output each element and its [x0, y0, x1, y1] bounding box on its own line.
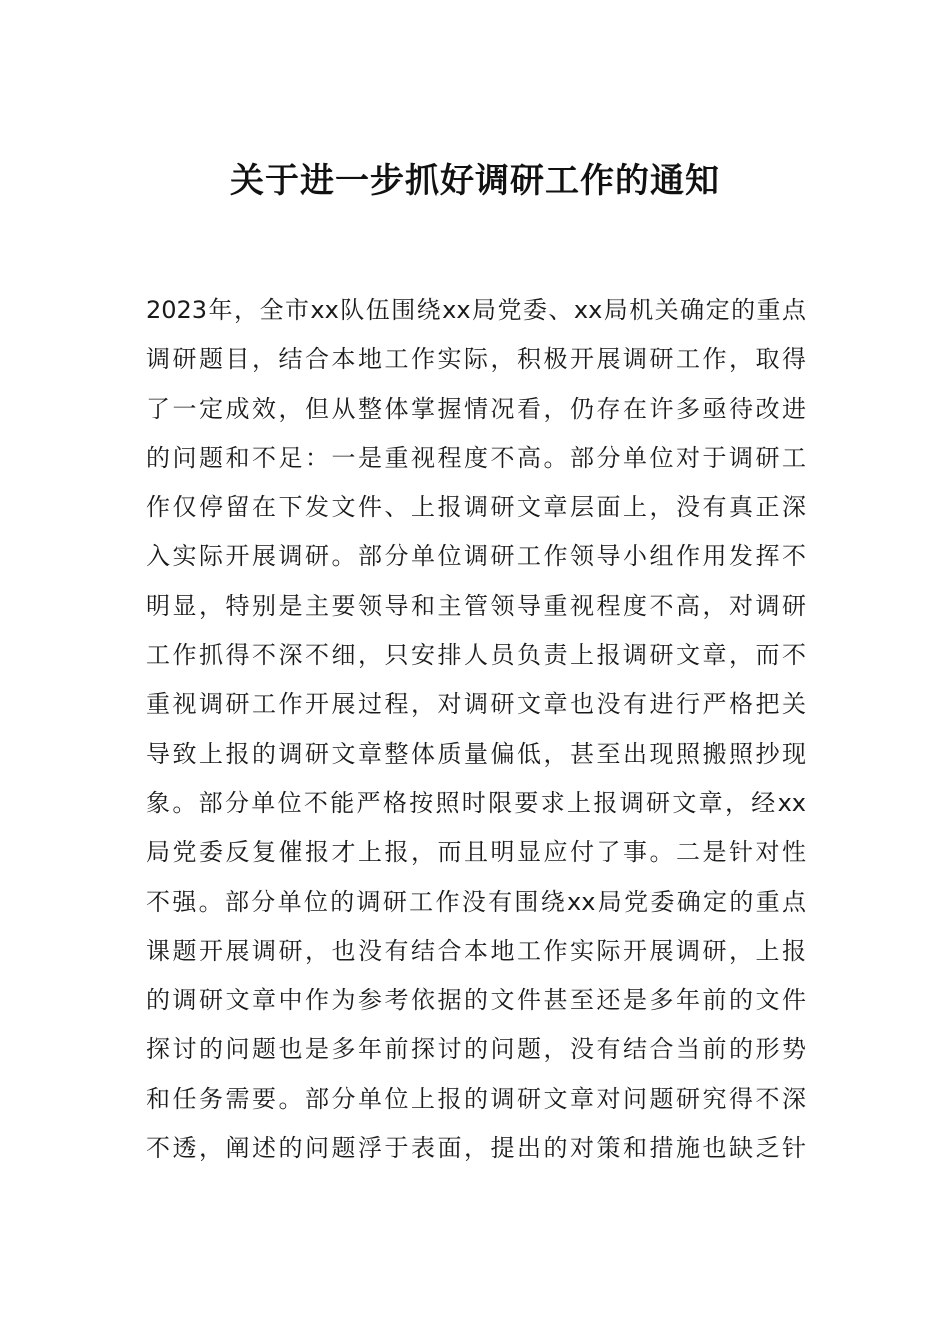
- body-line: 象。部分单位不能严格按照时限要求上报调研文章，经xx: [146, 788, 806, 817]
- body-line: 不透，阐述的问题浮于表面，提出的对策和措施也缺乏针: [146, 1134, 806, 1163]
- body-line: 明显，特别是主要领导和主管领导重视程度不高，对调研: [146, 591, 806, 620]
- body-line: 2023年，全市xx队伍围绕xx局党委、xx局机关确定的重点: [146, 296, 806, 324]
- document-body: [146, 286, 806, 1173]
- body-line: 作仅停留在下发文件、上报调研文章层面上，没有真正深: [146, 493, 806, 522]
- body-line: 不强。部分单位的调研工作没有围绕xx局党委确定的重点: [146, 887, 806, 916]
- body-line: 的调研文章中作为参考依据的文件甚至还是多年前的文件: [146, 986, 806, 1015]
- body-line: 重视调研工作开展过程，对调研文章也没有进行严格把关: [146, 690, 806, 719]
- body-line: 调研题目，结合本地工作实际，积极开展调研工作，取得: [146, 345, 806, 374]
- body-line: 课题开展调研，也没有结合本地工作实际开展调研，上报: [146, 936, 806, 965]
- body-line: 局党委反复催报才上报，而且明显应付了事。二是针对性: [146, 838, 806, 867]
- document-title: 关于进一步抓好调研工作的通知: [230, 161, 720, 201]
- body-line: 的问题和不足：一是重视程度不高。部分单位对于调研工: [146, 443, 806, 472]
- body-line: 入实际开展调研。部分单位调研工作领导小组作用发挥不: [146, 542, 806, 571]
- body-line: 导致上报的调研文章整体质量偏低，甚至出现照搬照抄现: [146, 739, 806, 768]
- body-line: 工作抓得不深不细，只安排人员负责上报调研文章，而不: [146, 641, 806, 670]
- body-line: 了一定成效，但从整体掌握情况看，仍存在许多亟待改进: [146, 394, 806, 423]
- body-line: 探讨的问题也是多年前探讨的问题，没有结合当前的形势: [146, 1035, 806, 1064]
- body-line: 和任务需要。部分单位上报的调研文章对问题研究得不深: [146, 1084, 806, 1113]
